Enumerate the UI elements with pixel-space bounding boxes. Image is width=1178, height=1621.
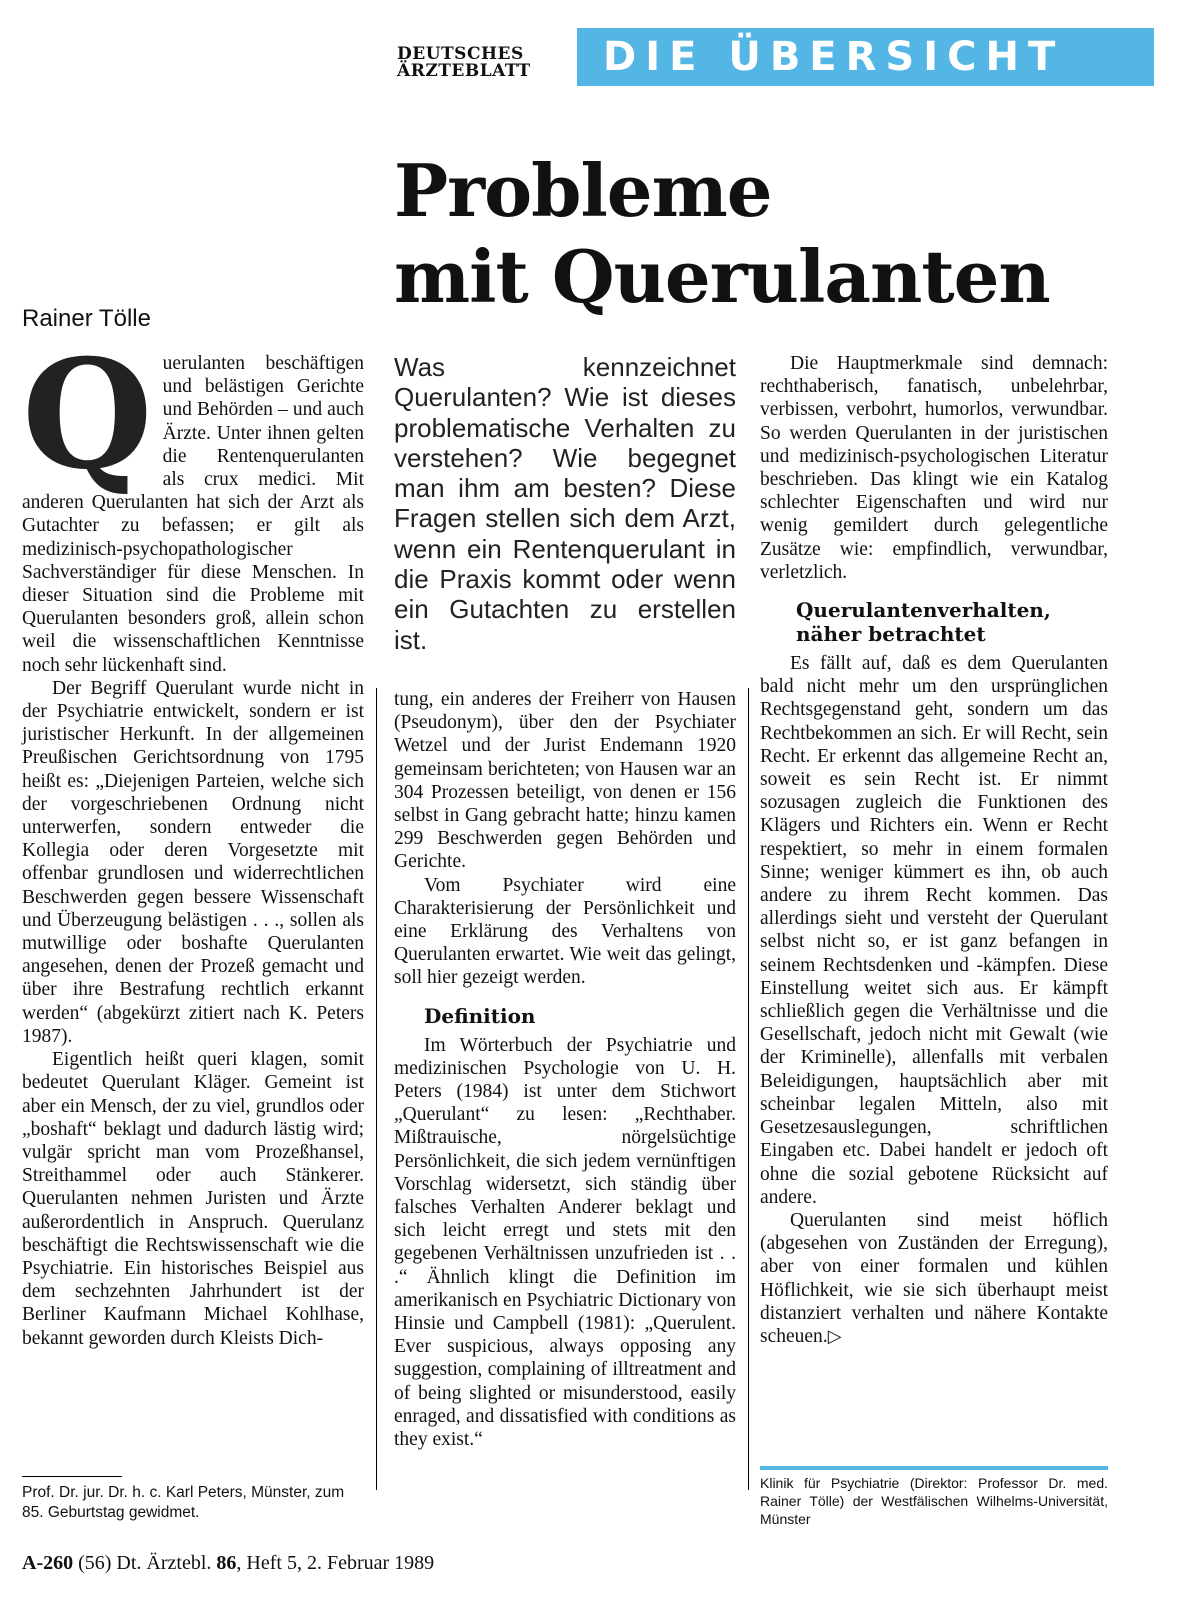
- paragraph: Es fällt auf, daß es dem Querulanten bald nicht mehr um den ursprünglichen Rechtsgegenstand geht, sondern um das Rechtbekommen an sich. Er will Recht, sein Recht. Er erkennt das allgemeine Recht an, soweit es sein Recht ist. Er nimmt sozusagen zugleich die Funktionen des Klägers und Richters ein. Wenn er Recht respektiert, so mehr in einem formalen Sinne; weniger kümmert es ihn, ob auch andere zu ihrem Recht kommen. Das allerdings sieht und versteht der Querulant selbst nicht so, er ist ganz befangen in seinem Rechtsdenken und -kämpfen. Diese Einstellung weitet sich aus. Er kämpft schließlich gegen die Verhältnisse und die Gesellschaft, jedoch nicht mit Gewalt (wie der Kriminelle), allenfalls mit verbalen Beleidigungen, hauptsächlich aber mit scheinbar legalen Mitteln, also mit Gesetzesauslegungen, schriftlichen Eingaben etc. Dabei handelt er jedoch oft ohne die sozial gebotene Rücksicht auf andere.: [760, 653, 1108, 1208]
- title-line1: Probleme: [394, 148, 772, 233]
- author-affiliation: Klinik für Psychiatrie (Direktor: Professor Dr. med. Rainer Tölle) der Westfälischen Wilhelms-Universität, Münster: [760, 1475, 1108, 1527]
- paragraph: Die Hauptmerkmale sind demnach: rechthaberisch, fanatisch, unbelehrbar, verbissen, verbohrt, humorlos, verwundbar. So werden Querulanten in der juristischen und medizinisch-psychologischen Literatur beschrieben. Das klingt wie ein Katalog schlechter Eigenschaften und wird nur wenig gemildert durch gelegentliche Zusätze wie: empfindlich, verwundbar, verletzlich.: [760, 353, 1108, 583]
- affiliation-rule: [760, 1466, 1108, 1470]
- page-number: A-260: [22, 1552, 74, 1574]
- page-footer: [22, 1552, 434, 1575]
- title-line2: mit Querulanten: [394, 234, 1050, 319]
- issue-date: , Heft 5, 2. Februar 1989: [236, 1552, 435, 1574]
- paragraph: Der Begriff Querulant wurde nicht in der Psychiatrie entwickelt, sondern er ist juristischer Herkunft. In der allgemeinen Preußischen Gerichtsordnung von 1795 heißt es: „Diejenigen Parteien, welche sich der vorgeschriebenen Ordnung nicht unterwerfen, sondern entweder die Kollegia oder deren Vorgesetzte mit offenbar grundlosen und widerrechtlichen Beschwerden gegen bessere Wissenschaft und Überzeugung belästigen . . ., sollen als mutwillige oder boshafte Querulanten angesehen, denen der Prozeß gemacht und über ihre Bestrafung rechtlich erkannt werden“ (abgekürzt zitiert nach K. Peters 1987).: [22, 677, 364, 1047]
- column-divider: [748, 688, 749, 1490]
- masthead-line2: ÄRZTEBLATT: [397, 61, 531, 81]
- journal-ref: (56) Dt. Ärztebl.: [78, 1552, 212, 1574]
- continue-arrow-icon: ▷: [827, 1325, 842, 1347]
- author-name: Rainer Tölle: [22, 305, 151, 332]
- article-title: [394, 148, 1154, 320]
- column-2: [394, 688, 736, 1451]
- column-3: [760, 352, 1108, 1348]
- lead-paragraph: Was kennzeichnet Querulanten? Wie ist dieses problematische Verhalten zu verstehen? Wie begegnet man ihm am besten? Diese Fragen stellen sich dem Arzt, wenn ein Rentenquerulant in die Praxis kommt oder wenn ein Gutachten zu erstellen ist.: [394, 352, 736, 655]
- heading-line2: näher betrachtet: [796, 622, 986, 647]
- volume-number: 86: [216, 1552, 237, 1574]
- drop-cap: Q: [22, 327, 153, 503]
- paragraph: Vom Psychiater wird eine Charakterisierung der Persönlichkeit und eine Erklärung des Verhaltens von Querulanten erwartet. Wie weit das gelingt, soll hier gezeigt werden.: [394, 874, 736, 989]
- footnote: Prof. Dr. jur. Dr. h. c. Karl Peters, Münster, zum 85. Geburtstag gewidmet.: [22, 1484, 345, 1521]
- paragraph-text: Querulanten sind meist höflich (abgesehen von Zuständen der Erregung), aber von einer formalen und kühlen Höflichkeit, wie sie sich überhaupt meist distanziert verhalten und nähere Kontakte scheuen.: [760, 1209, 1108, 1347]
- section-heading: [796, 598, 1108, 646]
- paragraph: uerulanten beschäftigen und belästigen Gerichte und Behörden – und auch Ärzte. Unter ihnen gelten die Rentenquerulanten als crux medici. Mit anderen Querulanten hat sich der Arzt als Gutachter zu befassen; er gilt als medizinisch-psychopathologischer Sachverständiger für diese Menschen. In dieser Situation sind die Probleme mit Querulanten besonders groß, allein schon weil die wissenschaftlichen Kenntnisse noch sehr lückenhaft sind.: [22, 353, 364, 676]
- section-heading: Definition: [424, 1003, 536, 1028]
- masthead-line1: DEUTSCHES: [397, 44, 524, 64]
- heading-line1: Querulantenverhalten,: [796, 598, 1051, 623]
- column-divider: [376, 688, 377, 1490]
- paragraph: [760, 1209, 1108, 1348]
- paragraph: Im Wörterbuch der Psychiatrie und medizinischen Psychologie von U. H. Peters (1984) ist unter dem Stichwort „Querulant“ zu lesen: „Rechthaber. Mißtrauische, nörgelsüchtige Persönlichkeit, die sich jedem vernünftigen Vorschlag widersetzt, sich ständig über falsches Verhalten Anderer beklagt und sich leicht erregt und stets mit den gegebenen Verhältnissen unzufrieden ist . . .“ Ähnlich klingt die Definition im amerikanisch en Psychiatric Dictionary von Hinsie und Campbell (1981): „Querulent. Ever suspicious, always opposing any suggestion, complaining of illtreatment and of being slighted or misunderstood, easily enraged, and dissatisfied with conditions as they exist.“: [394, 1034, 736, 1451]
- paragraph: Eigentlich heißt queri klagen, somit bedeutet Querulant Kläger. Gemeint ist aber ein Mensch, der zu viel, grundlos oder „boshaft“ beklagt und dadurch lästig wird; vulgär spricht man vom Prozeßhansel, Streithammel oder auch Stänkerer. Querulanten nehmen Juristen und Ärzte außerordentlich in Anspruch. Querulanz beschäftigt die Rechtswissenschaft wie die Psychiatrie. Ein historisches Beispiel aus dem sechzehnten Jahrhundert ist der Berliner Kaufmann Michael Kohlhase, bekannt geworden durch Kleists Dich-: [22, 1049, 364, 1349]
- column-1: [22, 327, 364, 1350]
- section-banner: DIE ÜBERSICHT: [577, 28, 1154, 86]
- footnote-rule: [22, 1476, 122, 1477]
- paragraph: tung, ein anderes der Freiherr von Hausen (Pseudonym), über den der Psychiater Wetzel und der Jurist Endemann 1920 gemeinsam berichteten; von Hausen war an 304 Prozessen beteiligt, von denen er 156 selbst in Gang gebracht hatte; hinzu kamen 299 Beschwerden gegen Behörden und Gerichte.: [394, 689, 736, 873]
- masthead: [397, 46, 557, 80]
